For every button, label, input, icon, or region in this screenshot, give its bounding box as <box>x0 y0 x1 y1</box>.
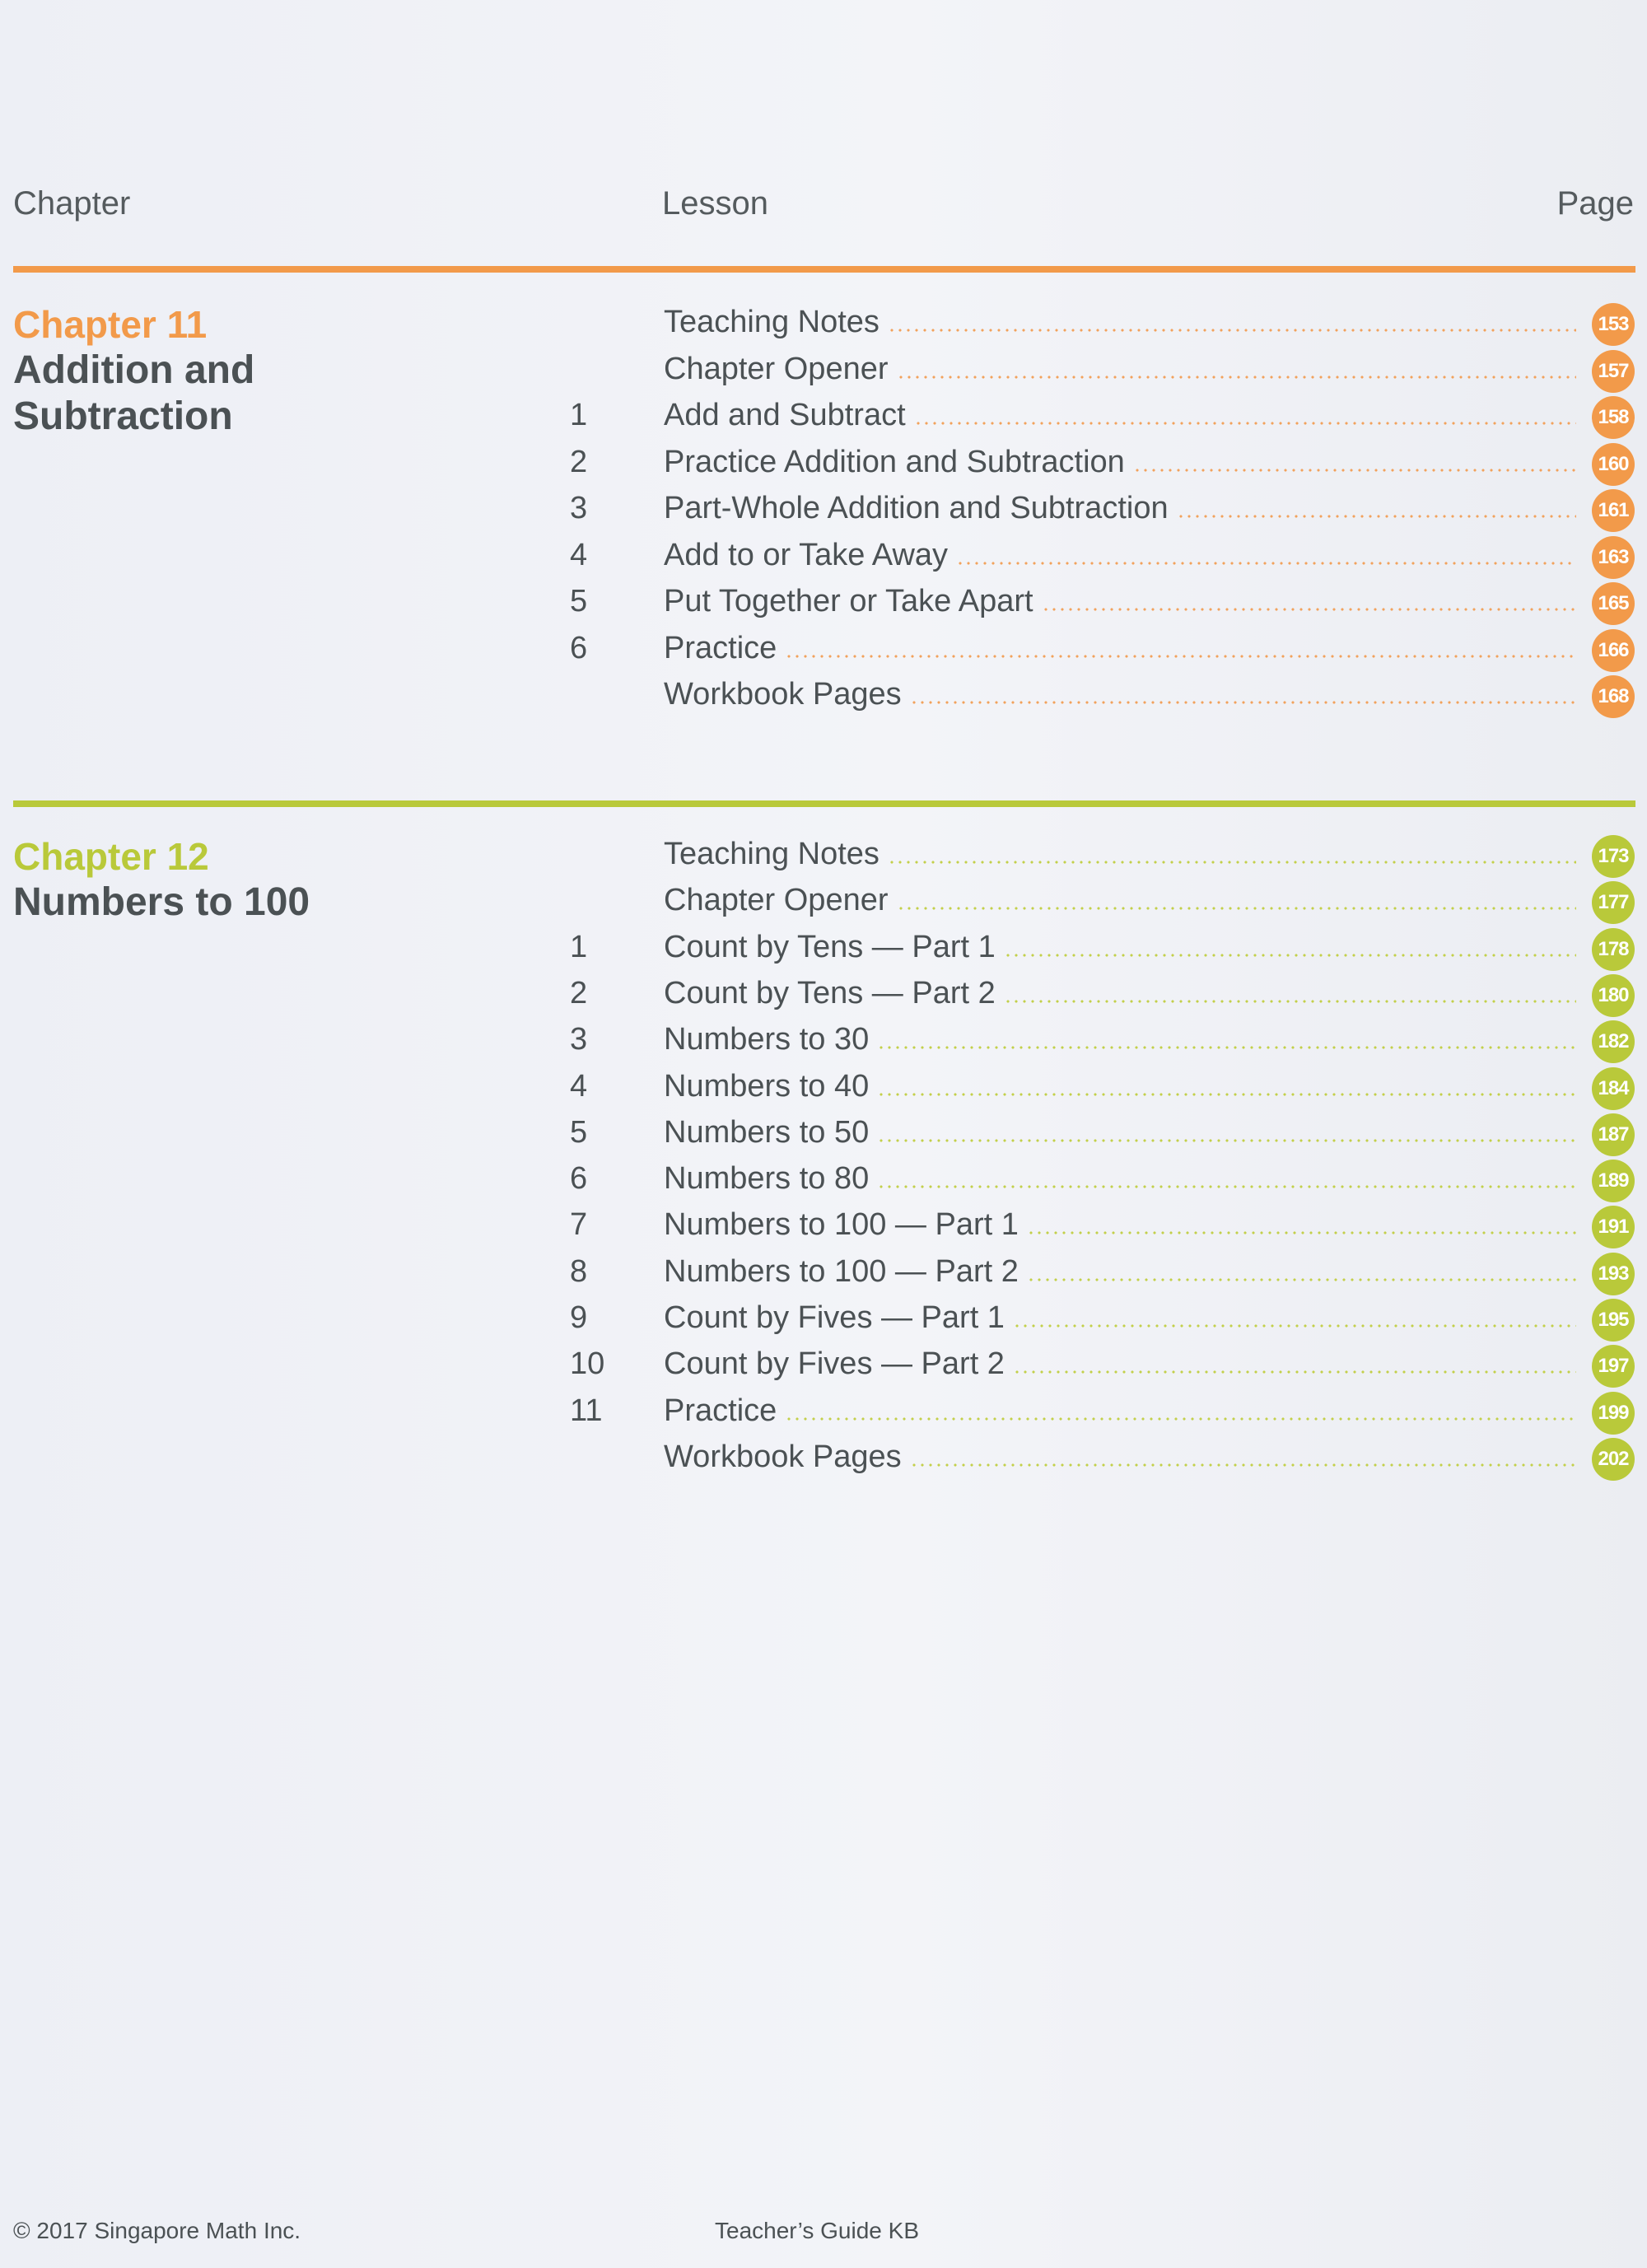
page-badge: 195 <box>1592 1299 1635 1342</box>
page-badge: 166 <box>1592 629 1635 672</box>
lesson-name: Numbers to 40 <box>664 1068 870 1104</box>
dot-leader <box>956 562 1576 565</box>
page-badge: 197 <box>1592 1345 1635 1388</box>
column-header-page: Page <box>1556 185 1634 222</box>
toc-entry[interactable] <box>0 1297 1647 1343</box>
lesson-number: 9 <box>570 1300 588 1335</box>
page-badge: 202 <box>1592 1438 1635 1481</box>
toc-entry[interactable] <box>0 394 1647 441</box>
lesson-name: Numbers to 100 — Part 2 <box>664 1253 1019 1289</box>
page-badge: 158 <box>1592 396 1635 439</box>
toc-entry[interactable] <box>0 674 1647 720</box>
lesson-name: Add and Subtract <box>664 398 906 432</box>
toc-entry[interactable] <box>0 833 1647 880</box>
lesson-number: 1 <box>570 398 588 432</box>
toc-entry[interactable] <box>0 1390 1647 1436</box>
lesson-name: Add to or Take Away <box>664 537 949 572</box>
toc-entry[interactable] <box>0 973 1647 1019</box>
lesson-number: 4 <box>570 1068 588 1104</box>
chapter11-divider <box>13 266 1635 273</box>
lesson-name: Practice <box>664 1393 777 1428</box>
page-badge: 157 <box>1592 350 1635 393</box>
page-badge: 189 <box>1592 1160 1635 1202</box>
guide-title: Teacher’s Guide KB <box>715 2218 919 2243</box>
page-badge: 187 <box>1592 1113 1635 1156</box>
lesson-number: 8 <box>570 1253 588 1289</box>
page-badge: 163 <box>1592 536 1635 579</box>
page-badge: 177 <box>1592 881 1635 924</box>
dot-leader <box>1013 1370 1576 1374</box>
lesson-number: 2 <box>570 975 588 1010</box>
dot-leader <box>1004 954 1576 957</box>
lesson-name: Teaching Notes <box>664 305 879 339</box>
lesson-name: Chapter Opener <box>664 351 889 386</box>
lesson-number: 2 <box>570 444 588 479</box>
dot-leader <box>785 655 1576 658</box>
page-badge: 199 <box>1592 1392 1635 1435</box>
lesson-name: Teaching Notes <box>664 837 879 871</box>
chapter-title-line1: Numbers to 100 <box>13 880 310 924</box>
dot-leader <box>877 1046 1576 1049</box>
dot-leader <box>785 1417 1576 1421</box>
page-badge: 191 <box>1592 1206 1635 1248</box>
lesson-number: 3 <box>570 1022 588 1057</box>
toc-entry[interactable] <box>0 1204 1647 1250</box>
page-badge: 180 <box>1592 974 1635 1017</box>
page-badge: 184 <box>1592 1067 1635 1110</box>
toc-entry[interactable] <box>0 301 1647 348</box>
lesson-name: Practice Addition and Subtraction <box>664 444 1125 479</box>
lesson-name: Practice <box>664 630 777 665</box>
lesson-number: 11 <box>570 1393 603 1428</box>
lesson-number: 10 <box>570 1346 605 1382</box>
chapter-number: Chapter 11 <box>13 303 208 346</box>
chapter-title-line1: Addition and <box>13 348 255 392</box>
toc-entry[interactable] <box>0 1019 1647 1065</box>
chapter-title-line2: Subtraction <box>13 394 233 438</box>
toc-entry[interactable] <box>0 926 1647 973</box>
toc-entry[interactable] <box>0 880 1647 926</box>
column-headers <box>13 185 1634 235</box>
dot-leader <box>1013 1324 1576 1328</box>
lesson-number: 6 <box>570 630 588 665</box>
dot-leader <box>897 376 1577 379</box>
toc-entry[interactable] <box>0 628 1647 674</box>
lesson-name: Workbook Pages <box>664 1439 902 1474</box>
lesson-name: Chapter Opener <box>664 883 889 918</box>
page-badge: 168 <box>1592 675 1635 718</box>
toc-entry[interactable] <box>0 1436 1647 1482</box>
toc-entry[interactable] <box>0 1066 1647 1112</box>
dot-leader <box>1004 1000 1576 1003</box>
lesson-name: Workbook Pages <box>664 677 902 712</box>
dot-leader <box>897 907 1577 910</box>
toc-entry[interactable] <box>0 1112 1647 1158</box>
lesson-number: 4 <box>570 537 588 572</box>
dot-leader <box>1027 1278 1576 1281</box>
page-badge: 182 <box>1592 1020 1635 1063</box>
toc-entry[interactable] <box>0 581 1647 627</box>
column-header-lesson: Lesson <box>662 185 768 222</box>
toc-entry[interactable] <box>0 1251 1647 1297</box>
chapter12-divider <box>13 800 1635 807</box>
dot-leader <box>1133 469 1576 472</box>
toc-entry[interactable] <box>0 1158 1647 1204</box>
page-footer <box>13 2218 1634 2251</box>
lesson-name: Count by Tens — Part 1 <box>664 929 996 964</box>
dot-leader <box>1177 515 1576 518</box>
column-header-chapter: Chapter <box>13 185 131 222</box>
dot-leader <box>888 861 1576 864</box>
lesson-name: Numbers to 100 — Part 1 <box>664 1207 1019 1243</box>
lesson-name: Put Together or Take Apart <box>664 584 1033 618</box>
lesson-number: 5 <box>570 1114 588 1150</box>
dot-leader <box>914 422 1576 425</box>
lesson-name: Count by Tens — Part 2 <box>664 975 996 1010</box>
lesson-name: Count by Fives — Part 2 <box>664 1346 1005 1382</box>
lesson-name: Numbers to 50 <box>664 1114 870 1150</box>
lesson-number: 7 <box>570 1207 588 1243</box>
toc-entry[interactable] <box>0 1343 1647 1389</box>
lesson-number: 6 <box>570 1161 588 1197</box>
page-badge: 193 <box>1592 1253 1635 1295</box>
chapter-number: Chapter 12 <box>13 835 209 878</box>
toc-entry[interactable] <box>0 441 1647 488</box>
toc-entry[interactable] <box>0 348 1647 394</box>
lesson-name: Numbers to 30 <box>664 1022 870 1057</box>
lesson-name: Part-Whole Addition and Subtraction <box>664 491 1169 525</box>
lesson-number: 3 <box>570 491 588 525</box>
toc-entry[interactable] <box>0 488 1647 534</box>
dot-leader <box>877 1185 1576 1188</box>
page-badge: 153 <box>1592 303 1635 346</box>
copyright-text: © 2017 Singapore Math Inc. <box>13 2218 301 2243</box>
lesson-number: 5 <box>570 584 588 618</box>
dot-leader <box>910 1463 1576 1467</box>
dot-leader <box>910 701 1576 704</box>
toc-entry[interactable] <box>0 534 1647 581</box>
page-badge: 160 <box>1592 443 1635 486</box>
dot-leader <box>1042 608 1576 611</box>
lesson-name: Count by Fives — Part 1 <box>664 1300 1005 1335</box>
dot-leader <box>888 329 1576 332</box>
page-badge: 161 <box>1592 489 1635 532</box>
lesson-number: 1 <box>570 929 588 964</box>
dot-leader <box>877 1093 1576 1096</box>
page-badge: 173 <box>1592 835 1635 878</box>
dot-leader <box>1027 1231 1576 1234</box>
page-badge: 178 <box>1592 928 1635 971</box>
lesson-name: Numbers to 80 <box>664 1161 870 1197</box>
dot-leader <box>877 1139 1576 1142</box>
page-badge: 165 <box>1592 582 1635 625</box>
